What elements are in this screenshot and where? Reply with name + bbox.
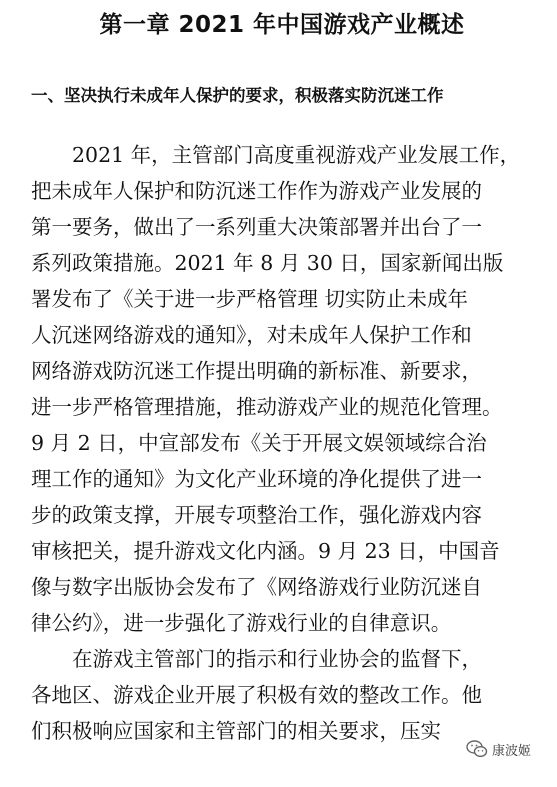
paragraph-line: 在游戏主管部门的指示和行业协会的监督下， [72, 647, 482, 671]
chapter-title: 第一章 2021 年中国游戏产业概述 [99, 12, 465, 38]
paragraph-line: 网络游戏防沉迷工作提出明确的新标准、新要求， [31, 359, 482, 383]
paragraph-line: 9 月 2 日，中宣部发布《关于开展文娱领域综合治 [31, 431, 487, 455]
paragraph-line: 们积极响应国家和主管部门的相关要求，压实 [31, 719, 441, 743]
paragraph-line: 理工作的通知》为文化产业环境的净化提供了进一 [31, 467, 482, 491]
wechat-icon [465, 737, 489, 761]
paragraph-line: 审核把关，提升游戏文化内涵。9 月 23 日，中国音 [31, 539, 500, 563]
paragraph-line: 律公约》，进一步强化了游戏行业的自律意识。 [31, 611, 452, 635]
paragraph-line: 人沉迷网络游戏的通知》，对未成年人保护工作和 [31, 323, 472, 347]
paragraph-line: 步的政策支撑，开展专项整治工作，强化游戏内容 [31, 503, 482, 527]
body-paragraphs [31, 137, 533, 749]
paragraph-line: 进一步严格管理措施，推动游戏产业的规范化管理。 [31, 395, 503, 419]
paragraph-line: 署发布了《关于进一步严格管理 切实防止未成年 [31, 287, 469, 311]
paragraph-line: 把未成年人保护和防沉迷工作作为游戏产业发展的 [31, 179, 482, 203]
paragraph-line: 系列政策措施。2021 年 8 月 30 日，国家新闻出版 [31, 251, 504, 275]
paragraph-line: 像与数字出版协会发布了《网络游戏行业防沉迷自 [31, 575, 482, 599]
paragraph-line: 第一要务，做出了一系列重大决策部署并出台了一 [31, 215, 482, 239]
watermark-text: 康波姬 [491, 743, 531, 759]
watermark [461, 737, 535, 761]
paragraph-line: 各地区、游戏企业开展了积极有效的整改工作。他 [31, 683, 482, 707]
section-heading: 一、坚决执行未成年人保护的要求，积极落实防沉迷工作 [31, 86, 444, 105]
paragraph-line: 2021 年，主管部门高度重视游戏产业发展工作， [72, 143, 521, 167]
